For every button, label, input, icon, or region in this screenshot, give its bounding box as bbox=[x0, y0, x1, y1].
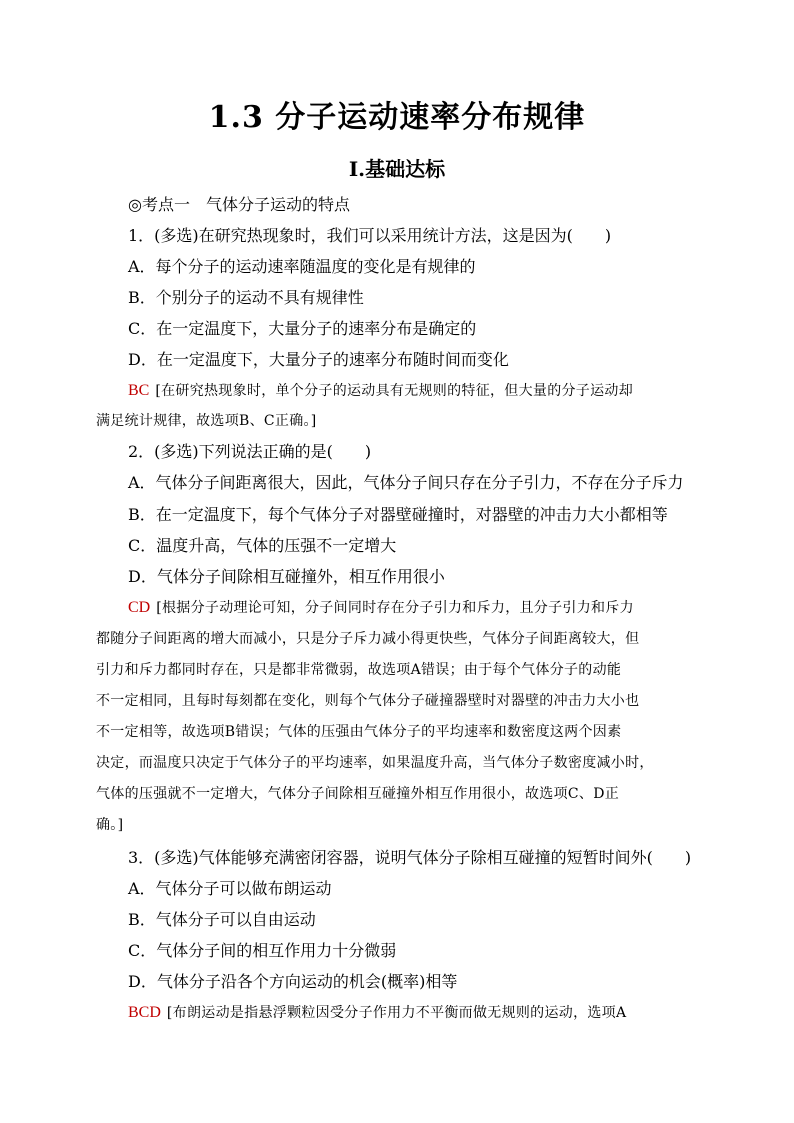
q3-option-c: C．气体分子间的相互作用力十分微弱 bbox=[128, 941, 397, 960]
q2-explanation-line2: 都随分子间距离的增大而减小，只是分子斥力减小得更快些，气体分子间距离较大，但 bbox=[96, 631, 640, 647]
q1-option-a: A．每个分子的运动速率随温度的变化是有规律的 bbox=[128, 257, 476, 276]
q3-answer-key: BCD bbox=[128, 1004, 161, 1021]
q1-answer-key: BC bbox=[128, 382, 150, 399]
q2-explanation-line1: CD [根据分子动理论可知，分子间同时存在分子引力和斥力，且分子引力和斥力 bbox=[128, 599, 634, 616]
q2-option-d: D．气体分子间除相互碰撞外，相互作用很小 bbox=[128, 567, 445, 586]
section-heading: Ⅰ.基础达标 bbox=[348, 157, 446, 181]
q1-explanation-line2: 满足统计规律，故选项B、C正确。] bbox=[96, 413, 317, 429]
topic-heading: ◎考点一 气体分子运动的特点 bbox=[128, 195, 350, 214]
q2-answer-key: CD bbox=[128, 599, 151, 616]
q2-explanation-line6: 决定，而温度只决定于气体分子的平均速率，如果温度升高，当气体分子数密度减小时， bbox=[96, 755, 654, 771]
q2-stem: 2．(多选)下列说法正确的是( ) bbox=[128, 442, 372, 461]
q2-explanation-line4: 不一定相同，且每时每刻都在变化，则每个气体分子碰撞器壁时对器壁的冲击力大小也 bbox=[96, 693, 640, 709]
q3-option-a: A．气体分子可以做布朗运动 bbox=[128, 879, 332, 898]
q2-option-a: A．气体分子间距离很大，因此，气体分子间只存在分子引力，不存在分子斥力 bbox=[128, 473, 684, 492]
q1-option-c: C．在一定温度下，大量分子的速率分布是确定的 bbox=[128, 319, 477, 338]
q3-option-d: D．气体分子沿各个方向运动的机会(概率)相等 bbox=[128, 972, 458, 991]
page-title: 1.3 分子运动速率分布规律 bbox=[208, 100, 586, 135]
q2-explanation-line7: 气体的压强就不一定增大，气体分子间除相互碰撞外相互作用很小，故选项C、D正 bbox=[96, 786, 620, 802]
q2-option-b: B．在一定温度下，每个气体分子对器壁碰撞时，对器壁的冲击力大小都相等 bbox=[128, 505, 668, 524]
q1-stem: 1．(多选)在研究热现象时，我们可以采用统计方法，这是因为( ) bbox=[128, 226, 612, 245]
q1-option-d: D．在一定温度下，大量分子的速率分布随时间而变化 bbox=[128, 350, 509, 369]
q3-explanation-line1: BCD [布朗运动是指悬浮颗粒因受分子作用力不平衡而做无规则的运动，选项A bbox=[128, 1004, 627, 1021]
q2-explanation-line5: 不一定相等，故选项B错误；气体的压强由气体分子的平均速率和数密度这两个因素 bbox=[96, 724, 622, 740]
q2-explanation-line3: 引力和斥力都同时存在，只是都非常微弱，故选项A错误；由于每个气体分子的动能 bbox=[96, 662, 622, 678]
q1-option-b: B．个别分子的运动不具有规律性 bbox=[128, 288, 364, 307]
q3-stem: 3．(多选)气体能够充满密闭容器，说明气体分子除相互碰撞的短暂时间外( ) bbox=[128, 848, 692, 867]
q3-option-b: B．气体分子可以自由运动 bbox=[128, 910, 316, 929]
q2-explanation-line8: 确。] bbox=[96, 817, 124, 833]
q2-option-c: C．温度升高，气体的压强不一定增大 bbox=[128, 536, 397, 555]
q1-explanation-line1: BC [在研究热现象时，单个分子的运动具有无规则的特征，但大量的分子运动却 bbox=[128, 382, 634, 399]
